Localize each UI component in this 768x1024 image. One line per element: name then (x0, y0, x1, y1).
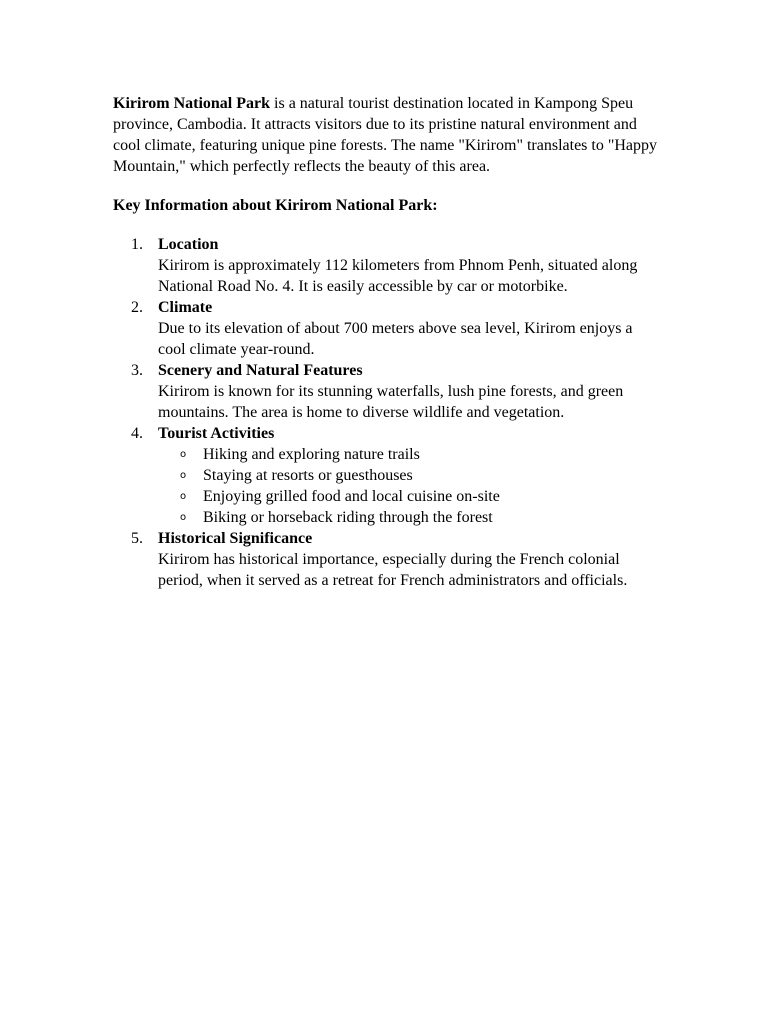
item-title: Historical Significance (158, 530, 313, 547)
circle-bullet-icon: o (180, 470, 187, 481)
item-description: Due to its elevation of about 700 meters above sea level, Kirirom enjoys a cool climate year-round. (158, 320, 633, 358)
list-number: 5. (131, 530, 143, 547)
activity-item (158, 507, 658, 528)
item-title: Location (158, 236, 219, 253)
circle-bullet-icon: o (180, 512, 187, 523)
intro-bold-lead: Kirirom National Park (113, 95, 271, 112)
list-item-historical-significance (113, 528, 658, 591)
list-number: 1. (131, 236, 143, 253)
item-description: Kirirom is known for its stunning waterfalls, lush pine forests, and green mountains. The area is home to diverse wildlife and vegetation. (158, 383, 624, 421)
item-title: Tourist Activities (158, 425, 275, 442)
list-number: 4. (131, 425, 143, 442)
list-item-climate (113, 297, 658, 360)
item-description: Kirirom is approximately 112 kilometers from Phnom Penh, situated along National Road No. 4. It is easily accessible by car or motorbike. (158, 257, 638, 295)
activity-item (158, 486, 658, 507)
activity-item (158, 465, 658, 486)
list-number: 2. (131, 299, 143, 316)
circle-bullet-icon: o (180, 449, 187, 460)
intro-paragraph (113, 93, 658, 177)
section-heading: Key Information about Kirirom National Park: (113, 197, 438, 214)
item-title: Scenery and Natural Features (158, 362, 363, 379)
intro-text: is a natural tourist destination located in Kampong Speu province, Cambodia. It attracts visitors due to its pristine natural environment and cool climate, featuring unique pine forests. The name "Kirirom" translates to "Happy Mountain," which perfectly reflects the beauty of this area. (113, 95, 658, 175)
item-description: Kirirom has historical importance, especially during the French colonial period, when it served as a retreat for French administrators and officials. (158, 551, 628, 589)
activity-item (158, 444, 658, 465)
activity-text: Enjoying grilled food and local cuisine on-site (203, 488, 500, 505)
list-item-scenery (113, 360, 658, 423)
circle-bullet-icon: o (180, 491, 187, 502)
list-item-location (113, 234, 658, 297)
document-page (113, 93, 658, 591)
activity-text: Hiking and exploring nature trails (203, 446, 420, 463)
item-title: Climate (158, 299, 213, 316)
activity-text: Staying at resorts or guesthouses (203, 467, 413, 484)
activity-text: Biking or horseback riding through the forest (203, 509, 493, 526)
list-number: 3. (131, 362, 143, 379)
key-info-list (113, 234, 658, 591)
list-item-tourist-activities (113, 423, 658, 528)
activities-list (158, 444, 658, 528)
